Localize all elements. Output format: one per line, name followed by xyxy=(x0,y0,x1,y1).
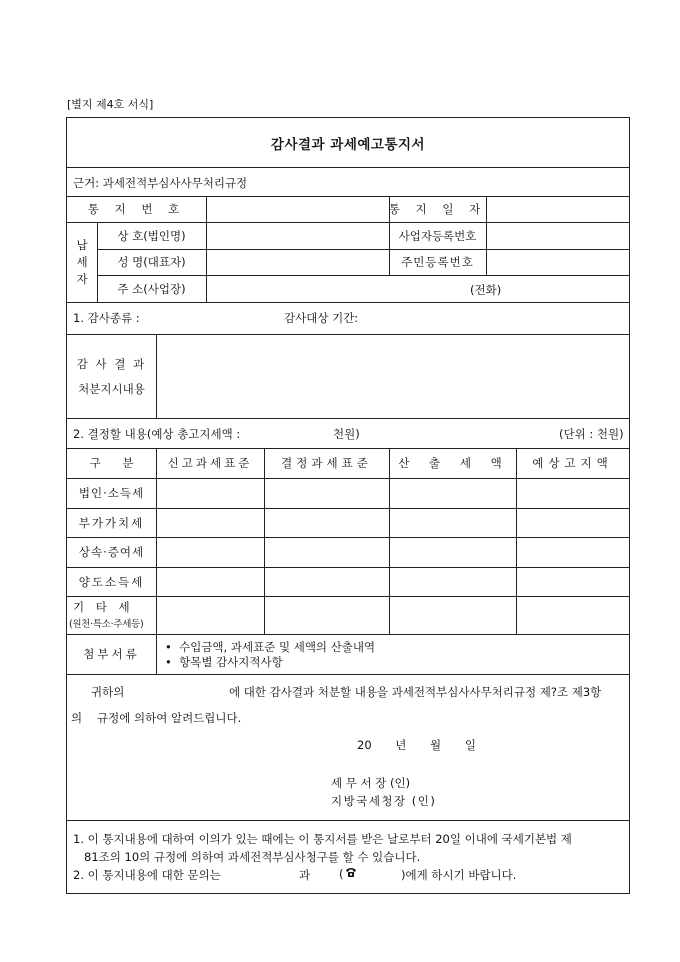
form-number-label: [별지 제4호 서식] xyxy=(67,98,154,111)
row-other-tax-detail: (원천·특소·주세등) xyxy=(69,619,144,630)
business-reg-label: 사업자등록번호 xyxy=(398,228,477,243)
body-recipient: 귀하의 xyxy=(91,685,125,699)
footer-note-2-open: ( xyxy=(339,867,344,881)
form-title: 감사결과 과세예고통지서 xyxy=(270,136,426,153)
row-transfer-income-tax: 양도소득세 xyxy=(78,574,145,589)
col-computed-tax: 산 출 세 액 xyxy=(398,456,507,470)
decision-unit: 천원) xyxy=(333,427,360,441)
resident-reg-label: 주민등록번호 xyxy=(401,255,474,269)
name-label: 성 명(대표자) xyxy=(117,255,186,269)
row-inheritance-gift-tax: 상속·증여세 xyxy=(78,545,145,559)
row-corporate-income-tax: 법인·소득세 xyxy=(78,486,145,500)
notice-date-label: 통 지 일 자 xyxy=(388,202,487,216)
col-category: 구 분 xyxy=(89,456,134,470)
address-field[interactable] xyxy=(206,275,629,302)
telephone-icon xyxy=(345,866,357,881)
signer-regional-office: 지방국세청장 (인) xyxy=(331,794,437,808)
attachment-item-text: 수입금액, 과세표준 및 세액의 산출내역 xyxy=(179,640,376,654)
row-vat: 부가가치세 xyxy=(78,515,145,530)
row-other-tax: 기 타 세 xyxy=(73,600,134,614)
notice-number-field[interactable] xyxy=(206,196,389,222)
attachments-label: 첨부서류 xyxy=(83,647,140,661)
business-reg-field[interactable] xyxy=(486,222,629,249)
company-name-field[interactable] xyxy=(206,222,389,249)
footer-note-2-end: )에게 하시기 바랍니다. xyxy=(401,868,517,882)
footer-note-2: 2. 이 통지내용에 대한 문의는 xyxy=(73,868,221,882)
body-text-line2: 규정에 의하여 알려드립니다. xyxy=(97,711,242,725)
attachment-item: • 수입금액, 과세표준 및 세액의 산출내역 xyxy=(165,640,376,654)
body-text-line2-prefix: 의 xyxy=(71,711,83,725)
unit-note: (단위 : 천원) xyxy=(559,427,624,441)
col-expected-notice: 예상고지액 xyxy=(532,456,613,470)
notice-date-field[interactable] xyxy=(486,196,629,222)
date-line: 20 년 월 일 xyxy=(357,738,476,752)
audit-period-label: 감사대상 기간: xyxy=(284,311,359,325)
col-decided-base: 결정과세표준 xyxy=(281,456,372,470)
name-field[interactable] xyxy=(206,249,389,275)
attachment-item-text: 항목별 감사지적사항 xyxy=(179,655,283,669)
disposition-label: 처분지시내용 xyxy=(78,382,145,396)
footer-note-1: 1. 이 통지내용에 대하여 이의가 있는 때에는 이 통지서를 받은 날로부터 20일 이내에 국세기본법 제 xyxy=(73,832,572,846)
notice-number-label: 통 지 번 호 xyxy=(87,202,186,216)
notice-form xyxy=(66,117,630,894)
footer-note-1-cont: 81조의 10의 규정에 의하여 과세전적부심사청구를 할 수 있습니다. xyxy=(84,850,421,864)
audit-result-label: 감 사 결 과 xyxy=(76,357,147,371)
taxpayer-label: 납 세 자 xyxy=(76,237,88,286)
body-text-line1: 에 대한 감사결과 처분할 내용을 과세전적부심사사무처리규정 제?조 제3항 xyxy=(229,685,602,699)
decision-label: 2. 결정할 내용(예상 총고지세액 : xyxy=(73,427,241,441)
attachment-item: • 항목별 감사지적사항 xyxy=(165,655,283,669)
legal-basis: 근거: 과세전적부심사사무처리규정 xyxy=(73,176,248,190)
col-reported-base: 신고과세표준 xyxy=(167,456,253,470)
footer-note-2-dept: 과 xyxy=(299,868,311,882)
audit-result-field[interactable] xyxy=(156,334,629,418)
address-label: 주 소(사업장) xyxy=(117,281,186,296)
signer-tax-office: 세 무 서 장 (인) xyxy=(331,776,411,790)
audit-type-label: 1. 감사종류 : xyxy=(73,311,140,325)
resident-reg-field[interactable] xyxy=(486,249,629,275)
phone-label: (전화) xyxy=(470,283,502,297)
company-name-label: 상 호(법인명) xyxy=(117,228,186,243)
